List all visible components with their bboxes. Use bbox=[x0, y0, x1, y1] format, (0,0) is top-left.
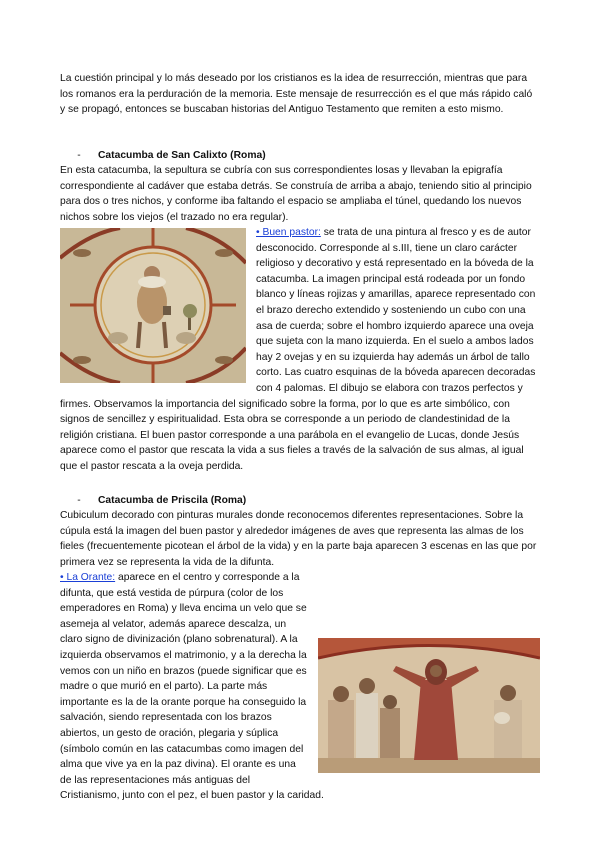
orante-fresco-image bbox=[318, 638, 540, 773]
orante-block bbox=[60, 570, 540, 804]
section-title: Catacumba de San Calixto (Roma) bbox=[98, 150, 266, 161]
san-calixto-paragraph: En esta catacumba, la sepultura se cubría con sus correspondientes losas y llevaban la epigrafía correspondiente al cadáver que estaba detrás. Se construía de arriba a abajo, teniendo sitio al principio para dos o tres nichos, y conforme iba faltando el espacio se ampliaba el túnel, quedando los nuevos nichos sobre los viejos (el trazado no era regular). bbox=[60, 165, 532, 223]
intro-paragraph: La cuestión principal y lo más deseado por los cristianos es la idea de resurrección, mientras que para los romanos era la perduración de la memoria. Este mensaje de resurrección es el que más rápido caló y se propagó, entonces se buscaban historias del Antiguo Testamento que remiten a esto mismo. bbox=[60, 73, 533, 116]
buen-pastor-text: se trata de una pintura al fresco y es de autor desconocido. Corresponde al s.III, tiene un claro carácter religioso y decorativo y está representado en la bóveda de la catacumba. La imagen principal está rodeada por un fondo blanco y líneas rojizas y amarillas, aparece representado con el brazo derecho extendido y sosteniendo un cubo con una asa de cuerda; sobre el hombro izquierdo aparece una oveja que sujeta con la mano izquierda. En el suelo a ambos lados hay 2 ovejas y en su izquierda hay además un árbol de tallo corto. Las cuatro esquinas de la bóveda aparecen decoradas con 4 palomas. El dibujo se elabora con trazos perfectos y firmes. Observamos la importancia del significado sobre la forma, por lo que es arte simbólico, con signos de sencillez y espiritualidad. Esta obra se corresponde a un periodo de clandestinidad de la religión cristiana. El buen pastor corresponde a una parábola en el evangelio de Lucas, donde Jesús aparece como el pastor que rescata la vida a sus fieles a través de la salvación de sus almas, al igual que el pastor rescata a la oveja perdida. bbox=[60, 227, 536, 472]
buen-pastor-image bbox=[60, 228, 246, 383]
orante-image bbox=[318, 638, 540, 773]
section-title: Catacumba de Priscila (Roma) bbox=[98, 495, 247, 506]
orante-link[interactable]: • La Orante: bbox=[60, 572, 116, 583]
section-heading-san-calixto bbox=[60, 148, 266, 163]
bullet-dash: - bbox=[77, 150, 81, 161]
orante-text: aparece en el centro y corresponde a la difunta, que está vestida de púrpura (color de los emperadores en Roma) y lleva encima un velo que se asemeja al velator, además aparece descalza, un claro signo de divinización (plano sobrenatural). A la izquierda observamos el matrimonio, y a la derecha la vemos con un niño en brazos (puede significar que es madre o que murió en el parto). La parte más importante es la de la orante porque ha conseguido la salvación, siendo representada con los brazos abiertos, un gesto de oración, plegaria y súplica (símbolo común en las catacumbas como imagen del alma que vive ya en la paz divina). El orante es una de las representaciones más antiguas del Cristianismo, junto con el pez, el buen pastor y la caridad. bbox=[60, 572, 324, 802]
priscila-paragraph: Cubiculum decorado con pinturas murales donde reconocemos diferentes representaciones. Sobre la cúpula está la imagen del buen pastor y alrededor imágenes de aves que representa las almas de los fieles (frecuentemente picotean el árbol de la vida) y en la parte baja aparecen 3 escenas en las que por primera vez se representa la vida de la difunta. bbox=[60, 510, 537, 568]
buen-pastor-fresco-image bbox=[60, 228, 246, 383]
bullet-dash: - bbox=[77, 495, 81, 506]
buen-pastor-block bbox=[60, 225, 540, 475]
section-heading-priscila bbox=[60, 493, 246, 508]
buen-pastor-link[interactable]: • Buen pastor: bbox=[256, 227, 321, 238]
